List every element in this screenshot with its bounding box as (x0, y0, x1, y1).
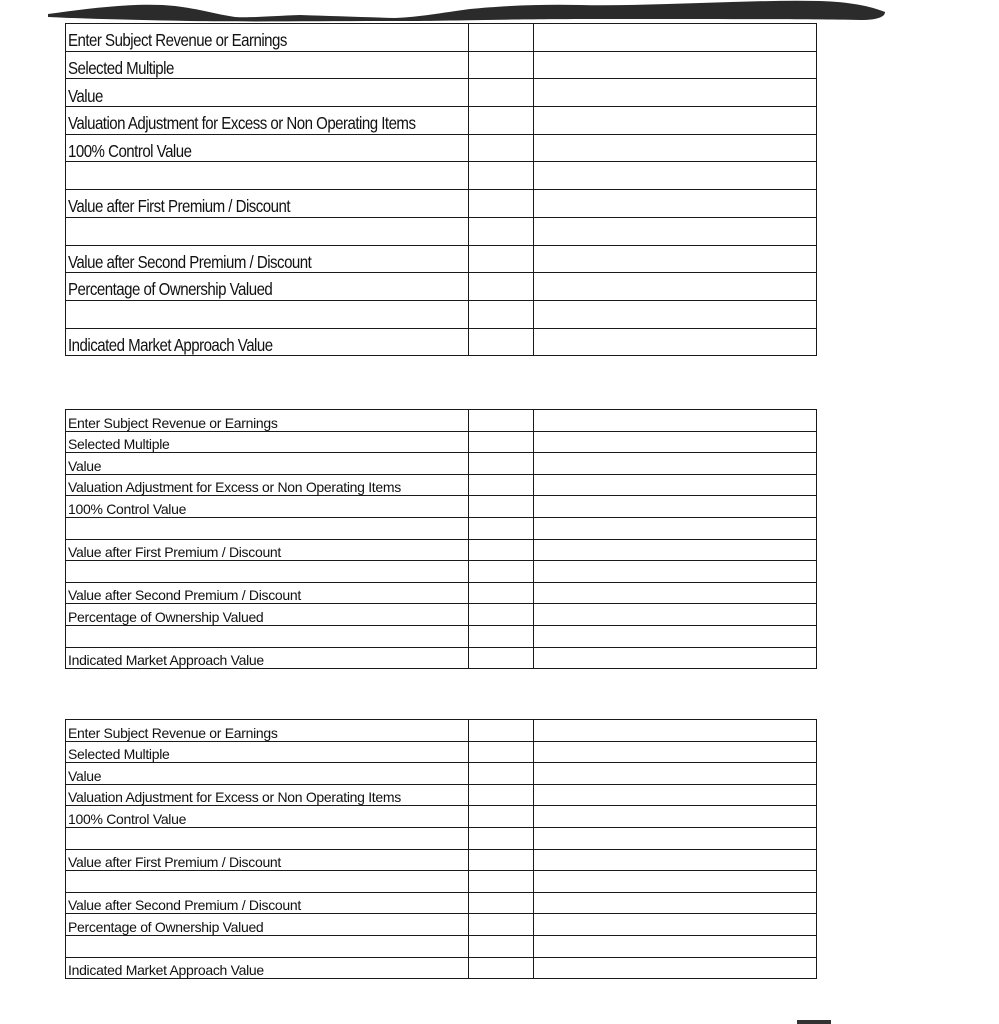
row-label: Value (68, 457, 102, 474)
mid-cell[interactable] (469, 625, 534, 647)
row-label-cell (66, 827, 469, 849)
row-label-cell (66, 957, 469, 979)
value-cell[interactable] (534, 328, 817, 356)
row-label-cell (66, 273, 469, 301)
row-label-cell (66, 300, 469, 328)
mid-cell[interactable] (469, 79, 534, 107)
value-cell[interactable] (534, 539, 817, 561)
row-label-cell (66, 474, 469, 496)
mid-cell[interactable] (469, 134, 534, 162)
table-row (66, 24, 817, 52)
row-label-cell (66, 453, 469, 475)
value-cell[interactable] (534, 190, 817, 218)
row-label: Value after Second Premium / Discount (68, 251, 312, 272)
table-row (66, 827, 817, 849)
row-label: Value after First Premium / Discount (68, 854, 282, 871)
row-label-cell (66, 51, 469, 79)
row-label-cell (66, 431, 469, 453)
table-row (66, 892, 817, 914)
row-label-cell (66, 410, 469, 432)
row-label-cell (66, 79, 469, 107)
value-cell[interactable] (534, 517, 817, 539)
value-cell[interactable] (534, 827, 817, 849)
row-label-cell (66, 914, 469, 936)
row-label: Indicated Market Approach Value (68, 962, 264, 979)
row-label-cell (66, 647, 469, 669)
value-cell[interactable] (534, 763, 817, 785)
value-cell[interactable] (534, 107, 817, 135)
table-row (66, 763, 817, 785)
mid-cell[interactable] (469, 453, 534, 475)
row-label: Value after Second Premium / Discount (68, 897, 301, 914)
mid-cell[interactable] (469, 107, 534, 135)
table-row (66, 561, 817, 583)
value-cell[interactable] (534, 162, 817, 190)
row-label: Value after Second Premium / Discount (68, 587, 301, 604)
table-row (66, 431, 817, 453)
mid-cell[interactable] (469, 517, 534, 539)
table-row (66, 300, 817, 328)
table-row (66, 245, 817, 273)
table-row (66, 134, 817, 162)
row-label: Indicated Market Approach Value (68, 652, 264, 669)
row-label: 100% Control Value (68, 140, 192, 161)
table-row (66, 51, 817, 79)
mid-cell[interactable] (469, 410, 534, 432)
value-cell[interactable] (534, 300, 817, 328)
mid-cell[interactable] (469, 190, 534, 218)
row-label: Selected Multiple (68, 57, 174, 78)
row-label-cell (66, 935, 469, 957)
mid-cell[interactable] (469, 935, 534, 957)
value-cell[interactable] (534, 431, 817, 453)
table-row (66, 453, 817, 475)
mid-cell[interactable] (469, 892, 534, 914)
table-row (66, 107, 817, 135)
value-cell[interactable] (534, 453, 817, 475)
row-label-cell (66, 871, 469, 893)
row-label-cell (66, 741, 469, 763)
row-label-cell (66, 806, 469, 828)
row-label-cell (66, 517, 469, 539)
table-row (66, 741, 817, 763)
mid-cell[interactable] (469, 496, 534, 518)
page-edge-mark (797, 1020, 831, 1024)
mid-cell[interactable] (469, 741, 534, 763)
row-label: 100% Control Value (68, 500, 187, 517)
mid-cell[interactable] (469, 957, 534, 979)
mid-cell[interactable] (469, 604, 534, 626)
value-cell[interactable] (534, 245, 817, 273)
value-cell[interactable] (534, 474, 817, 496)
row-label-cell (66, 582, 469, 604)
row-label-cell (66, 763, 469, 785)
row-label-cell (66, 190, 469, 218)
table-row (66, 871, 817, 893)
row-label-cell (66, 107, 469, 135)
value-cell[interactable] (534, 849, 817, 871)
row-label-cell (66, 604, 469, 626)
mid-cell[interactable] (469, 582, 534, 604)
row-label: Selected Multiple (68, 436, 170, 453)
row-label-cell (66, 720, 469, 742)
mid-cell[interactable] (469, 245, 534, 273)
row-label: Percentage of Ownership Valued (68, 608, 264, 625)
mid-cell[interactable] (469, 539, 534, 561)
mid-cell[interactable] (469, 217, 534, 245)
table-row (66, 935, 817, 957)
mid-cell[interactable] (469, 827, 534, 849)
value-cell[interactable] (534, 273, 817, 301)
row-label-cell (66, 162, 469, 190)
mid-cell[interactable] (469, 300, 534, 328)
mid-cell[interactable] (469, 647, 534, 669)
table-row (66, 582, 817, 604)
table-row (66, 190, 817, 218)
mid-cell[interactable] (469, 763, 534, 785)
table-row (66, 217, 817, 245)
value-cell[interactable] (534, 784, 817, 806)
value-cell[interactable] (534, 134, 817, 162)
row-label-cell (66, 217, 469, 245)
row-label: Enter Subject Revenue or Earnings (68, 414, 278, 431)
table-row (66, 474, 817, 496)
row-label: Indicated Market Approach Value (68, 334, 273, 355)
mid-cell[interactable] (469, 431, 534, 453)
value-cell[interactable] (534, 561, 817, 583)
row-label: Value (68, 85, 103, 106)
table-row (66, 625, 817, 647)
mid-cell[interactable] (469, 51, 534, 79)
value-cell[interactable] (534, 720, 817, 742)
value-cell[interactable] (534, 410, 817, 432)
mid-cell[interactable] (469, 561, 534, 583)
row-label: Value after First Premium / Discount (68, 196, 291, 217)
table-row (66, 914, 817, 936)
table-row (66, 79, 817, 107)
row-label: Valuation Adjustment for Excess or Non Operating Items (68, 113, 416, 134)
value-cell[interactable] (534, 806, 817, 828)
value-cell[interactable] (534, 892, 817, 914)
row-label: Percentage of Ownership Valued (68, 918, 264, 935)
value-cell[interactable] (534, 582, 817, 604)
value-cell[interactable] (534, 625, 817, 647)
value-cell[interactable] (534, 604, 817, 626)
valuation-table-1 (65, 23, 817, 356)
row-label-cell (66, 892, 469, 914)
value-cell[interactable] (534, 496, 817, 518)
row-label-cell (66, 496, 469, 518)
row-label-cell (66, 328, 469, 356)
valuation-table-2 (65, 409, 817, 669)
table-row (66, 496, 817, 518)
mid-cell[interactable] (469, 806, 534, 828)
row-label-cell (66, 24, 469, 52)
value-cell[interactable] (534, 914, 817, 936)
row-label-cell (66, 849, 469, 871)
row-label-cell (66, 539, 469, 561)
row-label-cell (66, 784, 469, 806)
row-label: Selected Multiple (68, 746, 170, 763)
table-row (66, 162, 817, 190)
row-label: 100% Control Value (68, 810, 187, 827)
row-label: Enter Subject Revenue or Earnings (68, 30, 287, 51)
mid-cell[interactable] (469, 474, 534, 496)
mid-cell[interactable] (469, 273, 534, 301)
row-label-cell (66, 625, 469, 647)
mid-cell[interactable] (469, 328, 534, 356)
value-cell[interactable] (534, 935, 817, 957)
value-cell[interactable] (534, 957, 817, 979)
value-cell[interactable] (534, 24, 817, 52)
row-label: Value after First Premium / Discount (68, 544, 282, 561)
mid-cell[interactable] (469, 24, 534, 52)
row-label-cell (66, 245, 469, 273)
table-row (66, 328, 817, 356)
table-row (66, 957, 817, 979)
table-row (66, 720, 817, 742)
mid-cell[interactable] (469, 849, 534, 871)
mid-cell[interactable] (469, 162, 534, 190)
row-label: Valuation Adjustment for Excess or Non Operating Items (68, 479, 401, 496)
row-label: Percentage of Ownership Valued (68, 279, 273, 300)
table-row (66, 647, 817, 669)
table-row (66, 849, 817, 871)
table-row (66, 517, 817, 539)
mid-cell[interactable] (469, 871, 534, 893)
value-cell[interactable] (534, 51, 817, 79)
table-row (66, 784, 817, 806)
value-cell[interactable] (534, 647, 817, 669)
valuation-table-3 (65, 719, 817, 979)
table-row (66, 410, 817, 432)
table-row (66, 273, 817, 301)
mid-cell[interactable] (469, 784, 534, 806)
row-label: Enter Subject Revenue or Earnings (68, 724, 278, 741)
value-cell[interactable] (534, 741, 817, 763)
row-label-cell (66, 134, 469, 162)
value-cell[interactable] (534, 217, 817, 245)
row-label-cell (66, 561, 469, 583)
table-row (66, 604, 817, 626)
value-cell[interactable] (534, 871, 817, 893)
row-label: Valuation Adjustment for Excess or Non Operating Items (68, 789, 401, 806)
table-row (66, 539, 817, 561)
mid-cell[interactable] (469, 914, 534, 936)
table-row (66, 806, 817, 828)
mid-cell[interactable] (469, 720, 534, 742)
value-cell[interactable] (534, 79, 817, 107)
row-label: Value (68, 767, 102, 784)
